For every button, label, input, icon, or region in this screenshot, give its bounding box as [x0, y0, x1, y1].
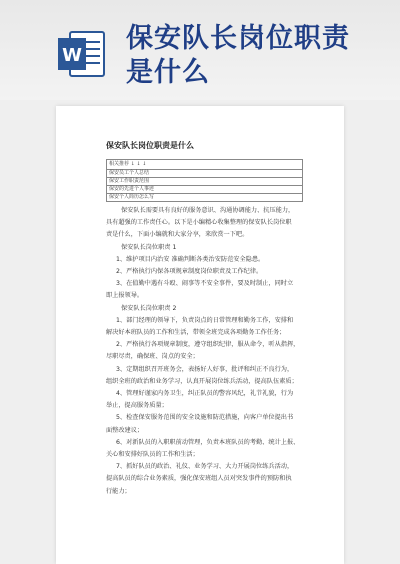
body-line: 1、部门经理的领导下，负责岗点的日常管理和勤务工作，安排和	[116, 316, 294, 324]
body-line: 2、严格执行内保各项规章制度岗位职责及工作纪律。	[116, 268, 263, 276]
title-line-1: 保安队长岗位职责	[126, 23, 350, 54]
body-line: 行能力；	[106, 487, 131, 495]
toc-item[interactable]: 保安的先进个人事迹	[107, 186, 302, 194]
body-line: 举止，提高服务质量；	[106, 402, 168, 410]
body-line: 保安队长需要具有良好的服务意识、沟通协调能力、抗压能力，	[121, 207, 295, 214]
body-line: 提高队员的综合业务素质，强化保安班组人员对突发事件的预防和执	[106, 475, 292, 483]
toc-item[interactable]: 保安员工个人总结	[107, 170, 302, 178]
toc-item[interactable]: 保安工作职责范围	[107, 178, 302, 186]
document-preview	[56, 106, 344, 564]
body-line: 7、抓好队员的政治、礼仪、业务学习、大力开展岗位练兵活动，	[116, 463, 294, 471]
body-line: 1、维护项目内治安 准确判断各类治安防范安全隐患。	[116, 255, 265, 263]
document-content	[106, 140, 316, 498]
document-title: 保安队长岗位职责是什么	[106, 141, 194, 150]
body-line: 3、在值勤中遇有斗殴、闹事等不安全事件，要及时制止，同时立	[116, 280, 294, 288]
page-title	[126, 22, 376, 90]
body-line: 关心和安排好队员的工作和生活；	[106, 451, 199, 459]
toc-item[interactable]: 保安个人简历怎么写	[109, 194, 155, 200]
word-icon	[56, 28, 108, 80]
title-line-2: 是什么	[126, 57, 210, 88]
body-line: 解决好本班队员的工作和生活，带领全班完成各项勤务工作任务；	[106, 329, 286, 337]
svg-text:W: W	[62, 45, 82, 66]
body-line: 保安队长岗位职责 1	[121, 243, 177, 251]
header-banner	[0, 0, 400, 100]
body-line: 尽职尽责，确保班、岗点的安全；	[106, 353, 199, 361]
body-line: 保安队长岗位职责 2	[121, 304, 177, 312]
body-line: 3、定期组织召开班务会，表扬好人好事，批评和纠正不良行为，	[116, 365, 294, 373]
body-line: 5、检查保安服务范围的安全设施和防范措施，向客户单位提出书	[116, 414, 294, 422]
body-line: 6、对新队员的入职职前动管理，负责本班队员的考勤、统计上报、	[116, 438, 300, 446]
related-recommendations	[106, 159, 303, 202]
body-line: 具有超强的工作责任心。以下是小编精心收集整理的保安队长岗位职	[106, 219, 292, 227]
toc-header: 相关推荐 ↓ ↓ ↓	[107, 160, 302, 170]
body-line: 2、严格执行各项规章制度，遵守组织纪律，服从命令，听从指挥，	[116, 341, 300, 349]
document-body	[106, 205, 316, 498]
body-line: 责是什么，下面小编就和大家分享，来欣赏一下吧。	[106, 231, 249, 239]
body-line: 组织全班的政治和业务学习，认真开展岗位练兵活动，提高队伍素质；	[106, 377, 298, 385]
body-line: 4、管理好谨家内务卫生，纠正队员的警容风纪，礼节礼貌，行为	[116, 390, 294, 398]
body-line: 即上报领导。	[106, 292, 144, 300]
body-line: 面整改建议；	[106, 426, 144, 434]
